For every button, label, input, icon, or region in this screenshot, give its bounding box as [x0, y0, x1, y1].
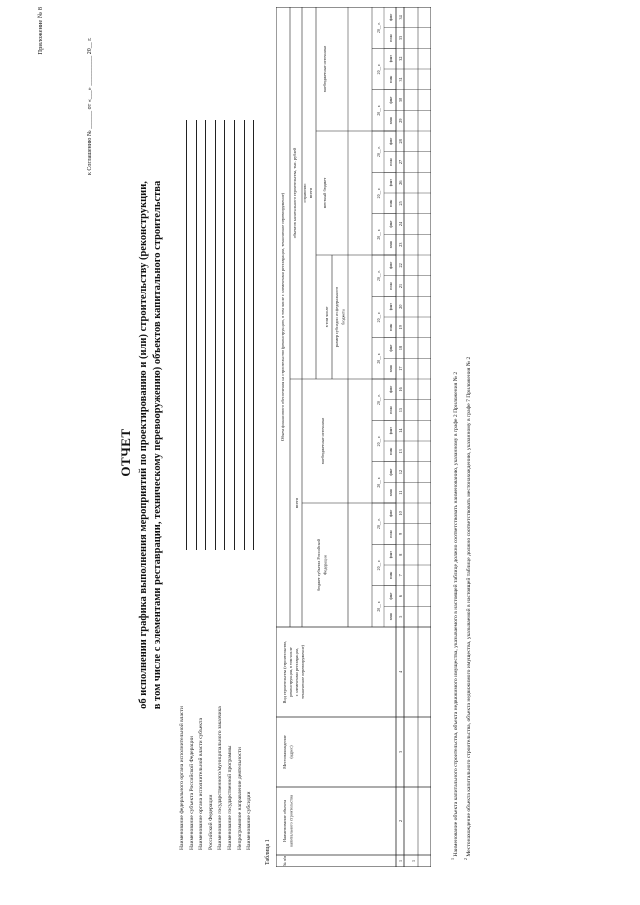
agreement-reference [87, 38, 93, 176]
header-extrabudget-ref: внебюджетные источники [322, 45, 327, 93]
requisite-label: Наименование федерального органа исполнительной власти [179, 706, 185, 850]
agreement-prefix: к Соглашению № [87, 130, 93, 175]
column-number: 25 [398, 201, 403, 206]
footnote-mark: 2 [462, 858, 468, 860]
header-plan: план [389, 406, 393, 414]
requisite-label: Наименование субъекта Российской Федерации [188, 736, 195, 850]
header-plan: план [389, 530, 393, 538]
header-plan: план [389, 571, 393, 579]
header-fact: факт [389, 96, 393, 104]
agreement-date-prefix: от « [87, 99, 93, 110]
column-number: 34 [398, 15, 403, 20]
column-number: 27 [398, 159, 403, 165]
header-year: 20__ г. [377, 105, 381, 116]
requisite-row [236, 330, 246, 850]
column-number: 14 [398, 428, 403, 433]
column-number: 2 [398, 819, 403, 823]
column-header-object: Наименование объекта [282, 799, 287, 843]
header-fact: факт [389, 592, 393, 600]
header-plan: план [389, 199, 393, 207]
column-number: 21 [398, 283, 403, 289]
header-year: 20__ г. [377, 229, 381, 240]
requisite-label: Наименование государственного/муниципального заказчика [217, 706, 224, 850]
header-plan: план [389, 75, 393, 83]
header-year: 20__ г. [377, 311, 381, 323]
header-plan: план [389, 447, 393, 455]
column-number: 8 [398, 553, 403, 556]
column-number: 30 [398, 97, 403, 103]
header-fact: факт [389, 261, 393, 269]
header-fact: факт [389, 344, 393, 352]
column-number: 22 [398, 263, 403, 268]
footnote-text: Наименование объекта капитального строительства, объекта недвижимого имущества, указываемого в настоящей таблице должно соответствовать наименованию, указанному в графе 2 Приложения № 2 [452, 371, 459, 857]
column-number: 12 [398, 469, 403, 475]
column-number: 3 [398, 750, 403, 754]
header-fact: факт [389, 385, 393, 393]
footnote [448, 40, 461, 860]
column-number: 10 [398, 511, 403, 516]
header-fact: факт [389, 55, 393, 63]
header-plan: план [389, 117, 393, 125]
column-number: 11 [398, 490, 403, 495]
requisite-label: Наименование субсидии [246, 791, 253, 850]
column-number: 33 [398, 35, 403, 41]
requisite-row [197, 330, 207, 850]
agreement-year: 20__ г. [87, 37, 93, 55]
header-subsidy: размер субсидии из федерального [334, 286, 339, 348]
requisite-label: Непрограммное направление деятельности [236, 747, 243, 850]
column-number: 24 [398, 221, 403, 227]
header-extrabudget: внебюджетные источники [320, 417, 325, 465]
header-fact: факт [389, 551, 393, 559]
requisite-label: Российской Федерации [207, 794, 214, 850]
header-fact: факт [389, 220, 393, 228]
column-number: 4 [398, 670, 403, 674]
header-plan: план [389, 365, 393, 373]
requisite-row [216, 330, 226, 850]
header-year: 20__ г. [377, 601, 381, 612]
column-number: 7 [398, 574, 403, 577]
column-number: 6 [398, 594, 403, 598]
column-header-location: Местонахождение [282, 735, 287, 769]
column-number: 32 [398, 56, 403, 61]
header-fact: факт [389, 509, 393, 517]
column-header-kind: реконструкция, в том числе [288, 647, 293, 697]
report-table [276, 7, 431, 867]
header-year: 20__ г. [377, 63, 381, 75]
column-number: 9 [398, 532, 403, 536]
footnote [461, 40, 474, 860]
footnote-mark: 1 [450, 858, 455, 860]
data-cell: 1 [411, 859, 416, 863]
header-total-reference: всего [308, 187, 313, 199]
footnotes [448, 40, 474, 860]
header-year: 20__ г. [377, 435, 381, 447]
header-year: 20__ г. [377, 187, 381, 199]
header-fact: факт [389, 303, 393, 311]
header-year: 20__ г. [377, 394, 381, 405]
requisite-label: Наименование органа исполнительной власти субъекта [198, 718, 205, 850]
report-title: ОТЧЕТ [118, 428, 133, 477]
column-number: 28 [398, 139, 403, 144]
subtitle-line: в том числе с элементами реставрации, техническому перевооружению) объектов капитального строительства [151, 180, 163, 710]
header-plan: план [389, 613, 393, 621]
header-plan: план [389, 158, 393, 166]
header-year: 20__ г. [377, 353, 381, 364]
agreement-number-blank: ______ [87, 110, 93, 129]
column-header-num: № п/п [282, 855, 287, 867]
header-fact: факт [389, 137, 393, 145]
subtitle-line: об исполнении графика выполнения мероприятий по проектированию и (или) строительству (реконструкции, [138, 181, 149, 709]
header-year: 20__ г. [377, 518, 381, 529]
agreement-day-blank: ___ [87, 90, 93, 100]
header-fact: факт [389, 468, 393, 476]
table-label: Таблица 1 [265, 839, 271, 865]
header-budget-subject: бюджет субъекта Российской [316, 538, 321, 592]
requisite-row [245, 330, 255, 850]
column-header-object: капитального строительства [288, 795, 294, 847]
header-subsidy: бюджета [340, 309, 346, 325]
header-plan: план [389, 323, 393, 331]
column-number: 17 [398, 366, 403, 371]
column-number: 31 [398, 77, 403, 82]
column-number: 20 [398, 304, 403, 309]
header-year: 20__ г. [377, 270, 381, 281]
header-budget-subject: Федерации [322, 555, 328, 575]
header-plan: план [389, 34, 393, 42]
column-header-volume: Объем финансового обеспечения на строительство (реконструкцию, в том числе с элементами реставрации, техническое перевооружение) [280, 193, 285, 441]
requisite-row [226, 330, 236, 850]
header-fact: факт [389, 13, 393, 21]
column-header-kind: техническое перевооружение) [300, 645, 305, 699]
agreement-date-sep: » [87, 87, 93, 91]
column-number: 19 [398, 325, 403, 330]
header-year: 20__ г. [377, 22, 381, 33]
header-local-budget: местный бюджет [322, 177, 327, 209]
requisite-row [188, 330, 198, 850]
footnote-text: Местонахождение объекта капитального строительства, объекта недвижимого имущества, указываемой в настоящей таблице должно соответствовать местонахождению, указанному в графе 7 Приложения № 2 [465, 356, 472, 857]
column-header-kind: с элементами реставрации, [294, 647, 299, 697]
column-number: 23 [398, 242, 403, 247]
column-number: 29 [398, 118, 403, 123]
column-header-location: (адрес) [288, 745, 294, 759]
header-total: всего [294, 497, 299, 509]
header-plan: план [389, 241, 393, 249]
column-number: 18 [398, 345, 403, 351]
header-plan: план [389, 489, 393, 497]
column-number: 16 [398, 387, 403, 392]
header-year: 20__ г. [377, 477, 381, 488]
column-number: 15 [398, 407, 403, 413]
column-number: 13 [398, 449, 403, 454]
column-number: 5 [398, 615, 403, 618]
fill-line [253, 120, 254, 550]
requisite-row [178, 330, 188, 850]
requisites-block [178, 330, 255, 850]
column-header-volume-units: объектов капитального строительства, тыс. рублей [292, 147, 297, 239]
header-year: 20__ г. [377, 559, 381, 571]
requisite-row [207, 330, 217, 850]
column-number: 1 [398, 859, 403, 863]
header-plan: план [389, 282, 393, 290]
column-header-kind: Вид строительства (строительство, [282, 640, 287, 704]
report-table-grid [276, 7, 431, 867]
requisite-label: Наименование государственной программы [226, 745, 233, 850]
header-fact: факт [389, 179, 393, 187]
header-year: 20__ г. [377, 146, 381, 157]
agreement-month-blank: __________ [87, 55, 93, 86]
column-number: 26 [398, 180, 403, 185]
attachment-label: Приложение № 8 [37, 7, 44, 55]
header-including: в том числе [324, 306, 329, 328]
report-subtitle [137, 105, 164, 785]
header-fact: факт [389, 427, 393, 435]
header-reference: справочно [302, 183, 307, 203]
